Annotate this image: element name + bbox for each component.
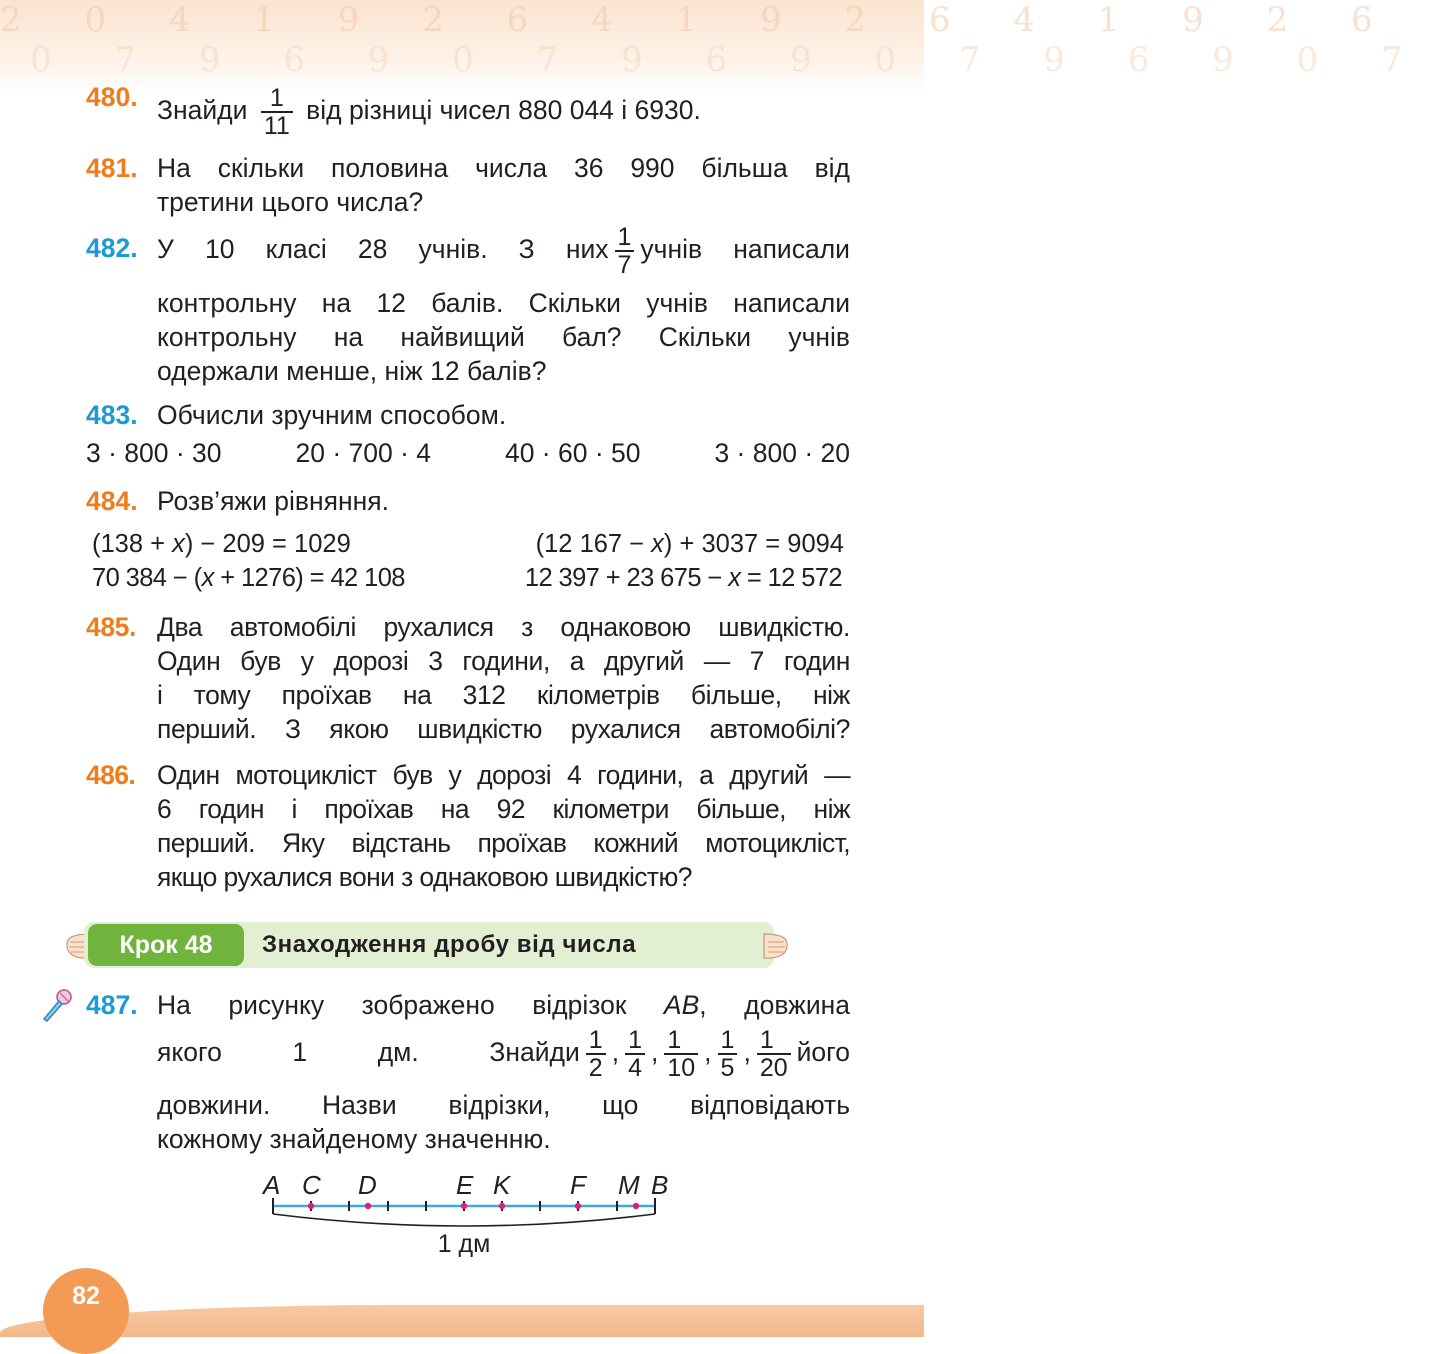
point-label-d: D [358, 1170, 377, 1200]
expression: 3 · 800 · 20 [714, 438, 850, 468]
text-segment: його [796, 1037, 850, 1067]
text-segment: якого 1 дм. Знайди [157, 1037, 580, 1067]
fraction-1-2 [586, 1027, 606, 1081]
task-number: 482. [86, 233, 138, 263]
numerator: 1 [615, 224, 635, 252]
denominator: 5 [720, 1054, 735, 1082]
task-number: 487. [86, 990, 138, 1020]
expression: 40 · 60 · 50 [504, 438, 641, 468]
text-line: і тому проїхав на 312 кілометрів більше, ніж [157, 680, 850, 710]
task-text: Обчисли зручним способом. [157, 400, 507, 430]
task-number: 485. [86, 612, 136, 642]
point-c-dot [308, 1203, 314, 1209]
denominator: 2 [588, 1054, 603, 1082]
text-line: одержали менше, ніж 12 балів? [157, 356, 547, 386]
point-m-dot [633, 1203, 639, 1209]
numerator: 1 [718, 1027, 738, 1055]
equation-part: 12 397 + 23 675 − [524, 564, 729, 592]
numerator: 1 [664, 1027, 698, 1055]
text-segment: На рисунку зображено відрізок [157, 990, 664, 1020]
text-segment: учнів написали [640, 234, 850, 264]
numerator: 1 [757, 1027, 791, 1055]
point-e-dot [461, 1203, 467, 1209]
fraction-1-20 [757, 1027, 791, 1081]
fraction-1-10 [664, 1027, 698, 1081]
task-text [157, 610, 850, 746]
denominator: 7 [617, 251, 632, 279]
point-label-f: F [570, 1170, 586, 1200]
denominator: 10 [667, 1054, 696, 1082]
point-f-dot [575, 1203, 581, 1209]
task-483 [86, 398, 850, 432]
variable: x [728, 564, 741, 592]
denominator: 4 [628, 1054, 642, 1082]
equation [92, 530, 351, 559]
text-line [157, 1022, 850, 1082]
equation [536, 530, 844, 559]
text-line [157, 220, 850, 278]
fraction-1-4 [625, 1027, 645, 1081]
variable: x [201, 564, 214, 592]
fraction-1-7 [615, 224, 635, 278]
text-segment: Знайди [157, 95, 248, 125]
equation-part: (138 + [92, 530, 173, 558]
task-484 [86, 484, 850, 518]
task-482 [86, 220, 850, 388]
task-text [157, 80, 850, 140]
denominator: 20 [759, 1054, 788, 1082]
equation [92, 564, 405, 593]
task-text [157, 151, 850, 219]
task-481 [86, 151, 850, 219]
numerator: 1 [586, 1027, 606, 1055]
text-line: перший. Яку відстань проїхав кожний мотоцикліст, [157, 828, 850, 858]
task-number: 483. [86, 400, 138, 430]
numerator: 1 [625, 1027, 645, 1055]
task-text [157, 758, 850, 894]
equation-part: = 12 572 [740, 564, 842, 592]
task-487 [86, 988, 850, 1156]
point-label-e: E [456, 1170, 474, 1200]
task-text [157, 988, 850, 1156]
text-line: третини цього числа? [157, 187, 424, 217]
separator: , [704, 1037, 712, 1067]
fraction-1-5 [718, 1027, 738, 1081]
point-label-k: K [493, 1170, 511, 1200]
expression: 20 · 700 · 4 [295, 438, 432, 468]
text-segment: , довжина [699, 990, 851, 1020]
text-line: Два автомобілі рухалися з однаковою швидкістю. [157, 612, 850, 642]
equation-part: + 1276) = 42 108 [213, 564, 405, 592]
text-segment: від різниці чисел 880 044 і 6930. [306, 95, 701, 125]
task-480 [86, 80, 850, 140]
variable: x [651, 530, 664, 558]
step-badge: Крок 48 [88, 924, 244, 966]
point-label-m: M [618, 1170, 640, 1200]
bottom-page-band [0, 1305, 924, 1337]
point-d-dot [365, 1203, 371, 1209]
text-line [157, 988, 850, 1022]
fraction-list [580, 1026, 797, 1082]
separator: , [650, 1037, 659, 1067]
task-text: Розв’яжи рівняння. [157, 486, 389, 516]
fraction-1-11 [261, 85, 293, 139]
length-label: 1 дм [437, 1230, 491, 1258]
text-line: Один мотоцикліст був у дорозі 4 години, а другий — [157, 760, 850, 790]
text-line: кожному знайденому значенню. [157, 1124, 551, 1154]
pointing-hand-right-icon [762, 928, 790, 964]
point-label-c: C [302, 1170, 321, 1200]
segment-ab-diagram [262, 1168, 682, 1260]
task-486 [86, 758, 850, 894]
task-number: 480. [86, 82, 138, 112]
equation-part: 70 384 − ( [92, 564, 202, 592]
numerator: 1 [261, 85, 293, 113]
text-segment: У 10 класі 28 учнів. З них [157, 234, 609, 264]
point-k-dot [499, 1203, 505, 1209]
step-title: Знаходження дробу від числа [262, 931, 637, 958]
task-text [157, 220, 850, 388]
text-line: Один був у дорозі 3 години, а другий — 7 годин [157, 646, 850, 676]
denominator: 11 [263, 112, 290, 140]
equations-row-2 [92, 564, 842, 593]
task-number: 484. [86, 486, 138, 516]
page-number: 82 [72, 1282, 100, 1310]
variable: x [172, 530, 185, 558]
separator: , [743, 1037, 751, 1067]
text-line: якщо рухалися вони з однаковою швидкістю? [157, 862, 692, 892]
task-number: 486. [86, 760, 136, 790]
task-485 [86, 610, 850, 746]
length-brace-arc [273, 1214, 655, 1226]
text-line: контрольну на 12 балів. Скільки учнів написали [157, 288, 850, 318]
segment-name: AB [663, 990, 700, 1020]
text-line: контрольну на найвищий бал? Скільки учнів [157, 322, 850, 352]
expression: 3 · 800 · 30 [86, 438, 222, 468]
equation-part: (12 167 − [535, 530, 652, 558]
text-line: На скільки половина числа 36 990 більша від [157, 153, 850, 183]
equation [525, 564, 842, 593]
equation-part: ) + 3037 = 9094 [663, 530, 844, 558]
separator: , [611, 1037, 620, 1067]
point-label-a: A [263, 1170, 281, 1200]
text-line: довжини. Назви відрізки, що відповідають [157, 1090, 850, 1120]
point-label-b: B [651, 1170, 669, 1200]
expressions-row [86, 438, 850, 469]
equation-part: ) − 209 = 1029 [184, 530, 351, 558]
decorative-digits-background: 2 0 4 1 9 2 6 4 1 9 2 6 4 1 9 2 6 0 7 9 6 9 0 7 9 6 9 0 7 9 6 9 0 7 [0, 0, 1429, 80]
text-line: перший. З якою швидкістю рухалися автомобілі? [157, 714, 850, 744]
equations-row-1 [92, 530, 844, 559]
text-line: 6 годин і проїхав на 92 кілометри більше, ніж [157, 794, 850, 824]
task-number: 481. [86, 153, 138, 183]
microphone-icon [40, 988, 74, 1024]
